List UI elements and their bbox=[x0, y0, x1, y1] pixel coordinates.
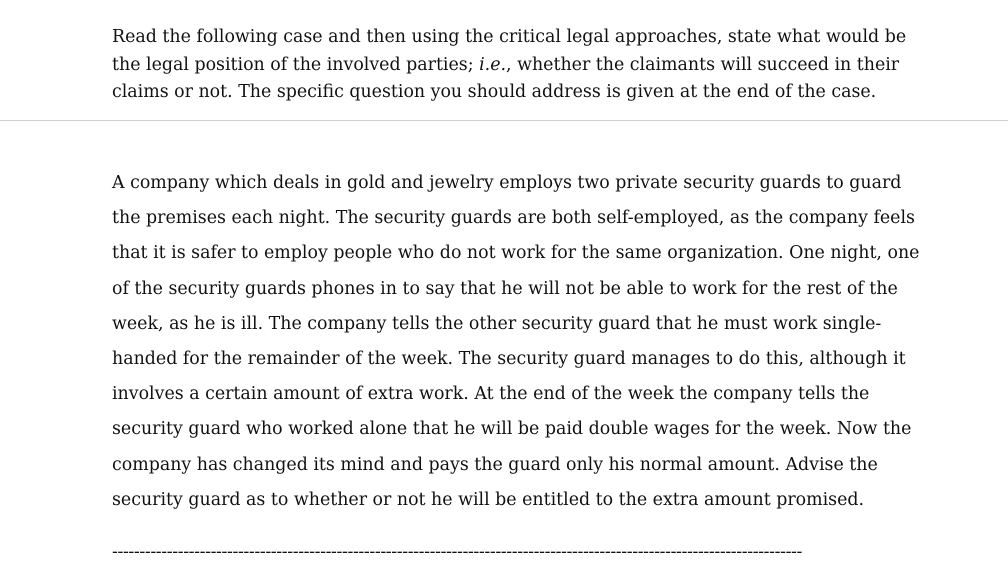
instructions-text: , whether the claimants will succeed in their bbox=[506, 54, 900, 75]
case-line: company has changed its mind and pays the guard only his normal amount. Advise the bbox=[112, 454, 878, 475]
instructions-italic-ie: i.e. bbox=[479, 54, 507, 75]
case-line: A company which deals in gold and jewelry employs two private security guards to guard bbox=[112, 173, 902, 193]
case-paragraph bbox=[112, 166, 919, 518]
case-line: that it is safer to employ people who do not work for the same organization. One night, one bbox=[112, 243, 920, 264]
instructions-line: Read the following case and then using the critical legal approaches, state what would be bbox=[112, 27, 907, 47]
instructions-line bbox=[112, 52, 906, 80]
case-line: handed for the remainder of the week. The security guard manages to do this, although it bbox=[112, 349, 906, 370]
case-line: of the security guards phones in to say that he will not be able to work for the rest of the bbox=[112, 278, 898, 299]
horizontal-divider bbox=[0, 120, 1008, 121]
instructions-line: claims or not. The specific question you should address is given at the end of the case. bbox=[112, 82, 877, 102]
case-line: week, as he is ill. The company tells the other security guard that he must work single- bbox=[112, 313, 882, 334]
case-line: security guard who worked alone that he will be paid double wages for the week. Now the bbox=[112, 419, 912, 440]
case-line: security guard as to whether or not he will be entitled to the extra amount promised. bbox=[112, 489, 865, 510]
dashed-separator: ------------------------------------------------------------------------------------------------------------------------------ bbox=[112, 542, 802, 562]
instructions-text: the legal position of the involved parties; bbox=[112, 54, 480, 75]
case-line: the premises each night. The security guards are both self-employed, as the company feels bbox=[112, 208, 915, 229]
instructions-paragraph bbox=[112, 24, 906, 107]
case-line: involves a certain amount of extra work. At the end of the week the company tells the bbox=[112, 384, 870, 405]
